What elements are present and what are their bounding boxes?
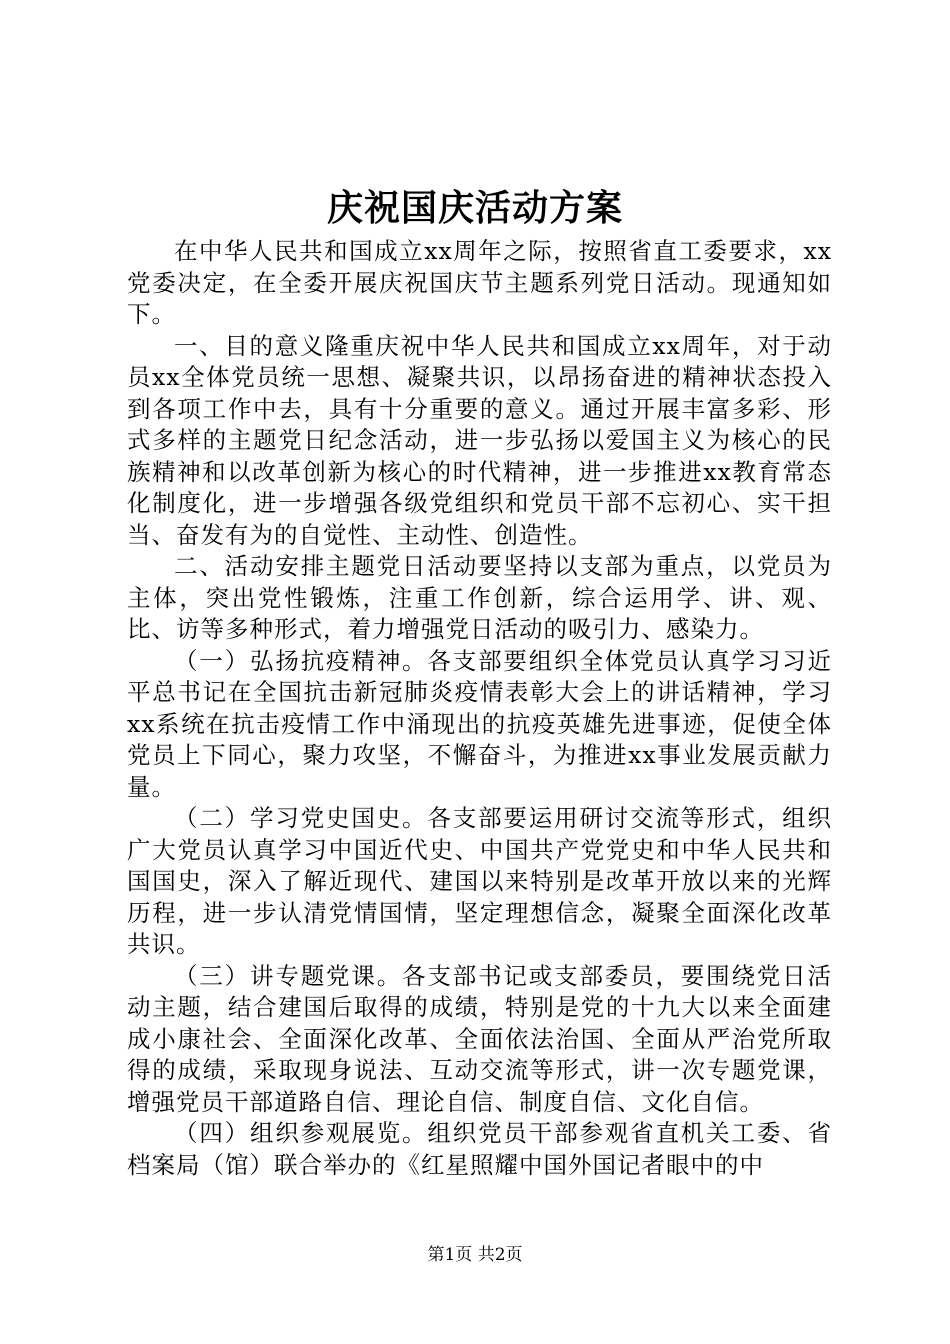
paragraph-item-1: （一）弘扬抗疫精神。各支部要组织全体党员认真学习习近平总书记在全国抗击新冠肺炎疫情表彰大会上的讲话精神，学习xx系统在抗击疫情工作中涌现出的抗疫英雄先进事迹，促使全体党员上下同心，聚力攻坚，不懈奋斗，为推进xx事业发展贡献力量。: [127, 646, 832, 801]
document-body: [127, 236, 832, 1181]
paragraph-item-4: （四）组织参观展览。组织党员干部参观省直机关工委、省档案局（馆）联合举办的《红星照耀中国外国记者眼中的中: [127, 1119, 832, 1179]
paragraph-intro: 在中华人民共和国成立xx周年之际，按照省直工委要求，xx党委决定，在全委开展庆祝国庆节主题系列党日活动。现通知如下。: [127, 237, 832, 328]
page-number-footer: 第1页 共2页: [427, 1245, 523, 1265]
paragraph-purpose: 一、目的意义隆重庆祝中华人民共和国成立xx周年，对于动员xx全体党员统一思想、凝聚共识，以昂扬奋进的精神状态投入到各项工作中去，具有十分重要的意义。通过开展丰富多彩、形式多样的主题党日纪念活动，进一步弘扬以爱国主义为核心的民族精神和以改革创新为核心的时代精神，进一步推进xx教育常态化制度化，进一步增强各级党组织和党员干部不忘初心、实干担当、奋发有为的自觉性、主动性、创造性。: [127, 331, 832, 549]
document-title: 庆祝国庆活动方案: [326, 187, 623, 229]
paragraph-item-3: （三）讲专题党课。各支部书记或支部委员，要围绕党日活动主题，结合建国后取得的成绩，特别是党的十九大以来全面建成小康社会、全面深化改革、全面依法治国、全面从严治党所取得的成绩，采取现身说法、互动交流等形式，讲一次专题党课，增强党员干部道路自信、理论自信、制度自信、文化自信。: [127, 961, 832, 1116]
paragraph-arrangement: 二、活动安排主题党日活动要坚持以支部为重点，以党员为主体，突出党性锻炼，注重工作创新，综合运用学、讲、观、比、访等多种形式，着力增强党日活动的吸引力、感染力。: [127, 552, 832, 643]
paragraph-item-2: （二）学习党史国史。各支部要运用研讨交流等形式，组织广大党员认真学习中国近代史、中国共产党党史和中华人民共和国国史，深入了解近现代、建国以来特别是改革开放以来的光辉历程，进一步认清党情国情，坚定理想信念，凝聚全面深化改革共识。: [127, 804, 832, 958]
